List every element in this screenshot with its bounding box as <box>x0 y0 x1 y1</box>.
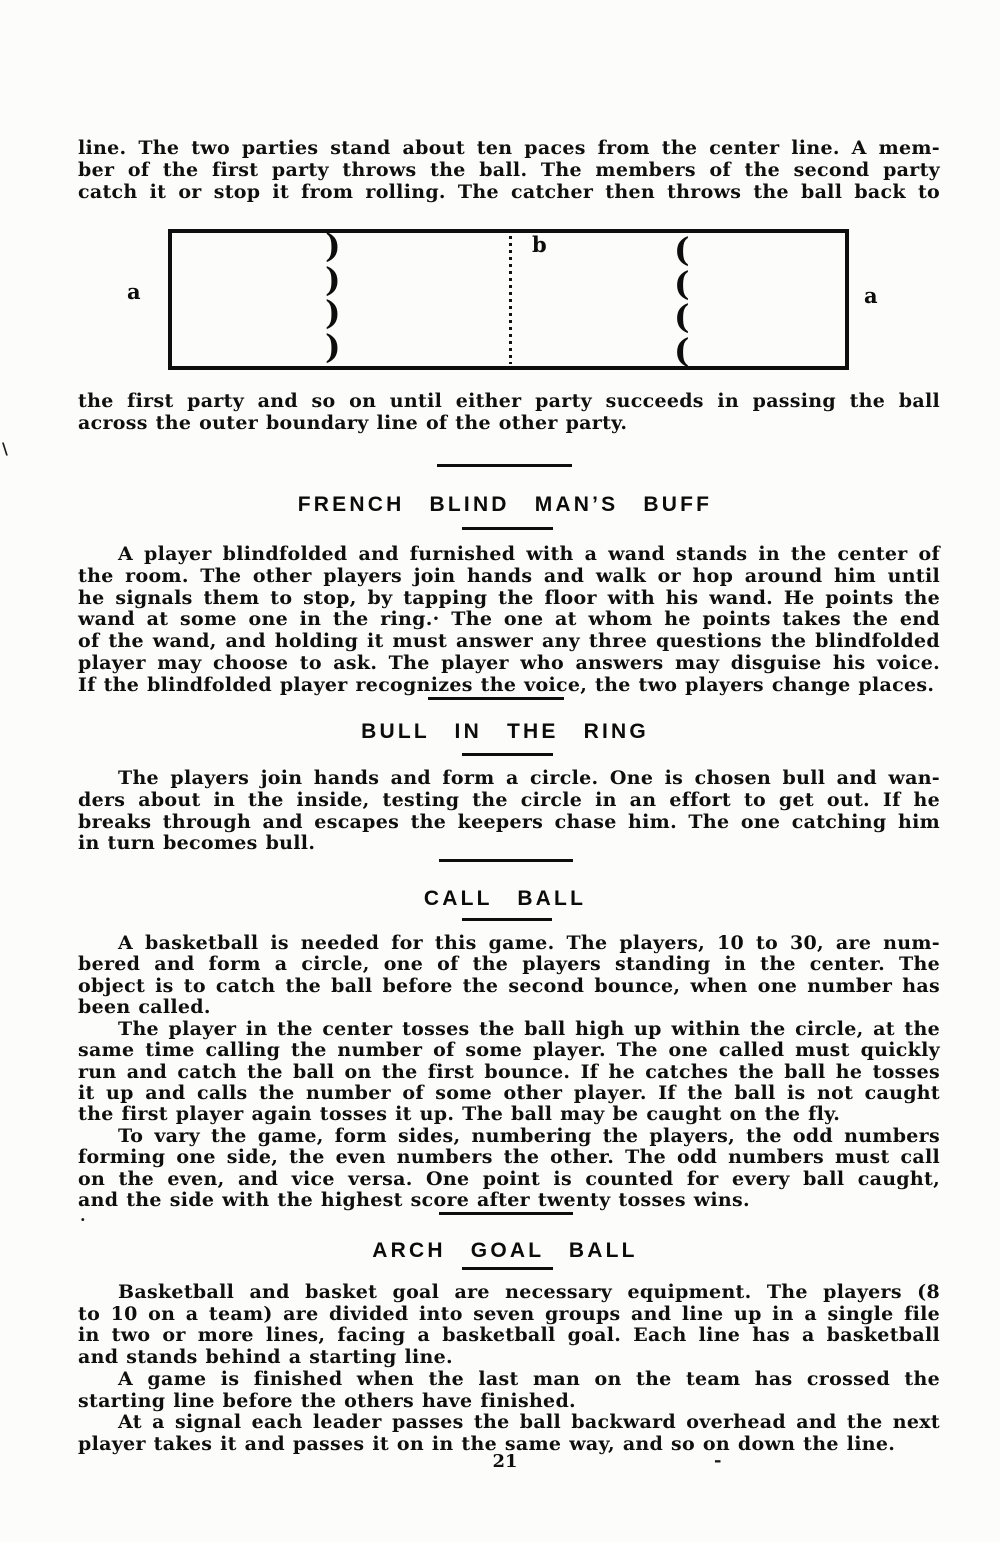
text-line: the first party and so on until either party succeeds in passing the ball <box>78 390 940 412</box>
scan-artifact-dot: . <box>80 1206 86 1225</box>
section-heading-call-ball: CALL BALL <box>423 887 587 910</box>
text-line: bered and form a circle, one of the players standing in the center. The <box>78 953 940 976</box>
body-paragraph-call-ball-1 <box>78 933 940 1018</box>
text-line: ( <box>674 297 690 336</box>
text-line: ber of the first party throws the ball. The members of the second party <box>78 159 940 182</box>
heading-underline-rule <box>462 918 552 921</box>
text-line: player may choose to ask. The player who answers may disguise his voice. <box>78 651 940 674</box>
body-paragraph-call-ball-2 <box>78 1019 940 1125</box>
scan-artifact-tick: \ <box>2 439 8 458</box>
body-paragraph-intro <box>78 137 940 204</box>
scan-artifact-dash: - <box>714 1450 722 1471</box>
text-line: The players join hands and form a circle. One is chosen bull and wan- <box>118 767 940 789</box>
text-line: forming one side, the even numbers the other. The odd numbers must call <box>78 1146 940 1169</box>
text-line: A game is finished when the last man on the team has crossed the <box>118 1368 940 1390</box>
diagram-left-team-marks <box>325 226 341 366</box>
section-heading-arch-goal-ball: ARCH GOAL BALL <box>372 1239 638 1262</box>
body-paragraph-arch-goal-ball-2 <box>78 1369 940 1412</box>
text-line: ders about in the inside, testing the circle in an effort to get out. If he <box>78 788 940 811</box>
diagram-label-a-left: a <box>127 279 141 304</box>
text-line: the first player again tosses it up. The ball may be caught on the fly. <box>78 1103 841 1126</box>
text-line: of the wand, and holding it must answer any three questions the blindfolded <box>78 630 940 653</box>
text-line: ) <box>325 259 341 299</box>
text-line: object is to catch the ball before the second bounce, when one number has <box>78 974 940 997</box>
section-heading-french-blind-mans-buff: FRENCH BLIND MAN’S BUFF <box>297 493 713 516</box>
text-line: ) <box>325 226 341 265</box>
section-divider-rule <box>437 464 572 467</box>
section-divider-rule <box>428 697 564 700</box>
heading-underline-rule <box>462 753 553 756</box>
text-line: line. The two parties stand about ten paces from the center line. A mem- <box>78 137 940 159</box>
text-line: breaks through and escapes the keepers chase him. The one catching him <box>78 810 940 833</box>
text-line: in turn becomes bull. <box>78 832 316 855</box>
text-line: to 10 on a team) are divided into seven groups and line up in a single file <box>78 1302 940 1325</box>
body-paragraph-french-blind-mans-buff <box>78 544 940 697</box>
text-line: he signals them to stop, by tapping the floor with his wand. He points the <box>78 586 940 609</box>
text-line: the room. The other players join hands and walk or hop around him until <box>78 564 940 587</box>
text-line: To vary the game, form sides, numbering the players, the odd numbers <box>118 1125 940 1147</box>
text-line: ) <box>325 293 341 332</box>
body-paragraph-arch-goal-ball-1 <box>78 1282 940 1369</box>
diagram-label-b-center: b <box>532 232 547 257</box>
text-line: across the outer boundary line of the other party. <box>78 412 628 434</box>
text-line: run and catch the ball on the first bounce. If he catches the ball he tosses <box>78 1060 940 1083</box>
text-line: starting line before the others have finished. <box>78 1389 576 1412</box>
text-line: it up and calls the number of some other player. If the ball is not caught <box>78 1081 940 1104</box>
text-line: If the blindfolded player recognizes the voice, the two players change places. <box>78 673 935 696</box>
heading-underline-rule <box>462 1267 553 1270</box>
page-number: 21 <box>492 1451 518 1472</box>
text-line: wand at some one in the ring.· The one at whom he points takes the end <box>78 608 940 631</box>
diagram-center-dotted-line <box>509 236 512 364</box>
text-line: The player in the center tosses the ball high up within the circle, at the <box>118 1018 940 1040</box>
text-line: At a signal each leader passes the ball backward overhead and the next <box>118 1411 940 1433</box>
text-line: ) <box>325 326 341 366</box>
diagram-right-team-marks <box>674 230 690 370</box>
body-paragraph-bull-in-the-ring <box>78 768 940 855</box>
text-line: in two or more lines, facing a basketball goal. Each line has a basketball <box>78 1324 940 1347</box>
heading-underline-rule <box>462 527 553 530</box>
body-paragraph-after-diagram <box>78 390 940 434</box>
text-line: been called. <box>78 995 211 1018</box>
text-line: catch it or stop it from rolling. The catcher then throws the ball back to <box>78 181 940 204</box>
text-line: ( <box>674 263 690 303</box>
body-paragraph-arch-goal-ball-3 <box>78 1412 940 1455</box>
section-heading-bull-in-the-ring: BULL IN THE RING <box>361 720 649 743</box>
diagram-label-a-right: a <box>864 283 878 308</box>
section-divider-rule <box>439 1212 573 1215</box>
text-line: A player blindfolded and furnished with a wand stands in the center of <box>118 543 940 565</box>
text-line: A basketball is needed for this game. The players, 10 to 30, are num- <box>118 932 940 954</box>
text-line: on the even, and vice versa. One point is counted for every ball caught, <box>78 1167 940 1190</box>
text-line: ( <box>674 330 690 370</box>
text-line: same time calling the number of some player. The one called must quickly <box>78 1039 940 1062</box>
body-paragraph-call-ball-3 <box>78 1126 940 1211</box>
text-line: and stands behind a starting line. <box>78 1346 453 1369</box>
section-divider-rule <box>439 859 573 862</box>
text-line: Basketball and basket goal are necessary equipment. The players (8 <box>118 1281 940 1303</box>
text-line: and the side with the highest score after twenty tosses wins. <box>78 1188 750 1211</box>
text-line: ( <box>674 230 690 269</box>
text-line: player takes it and passes it on in the same way, and so on down the line. <box>78 1432 896 1455</box>
